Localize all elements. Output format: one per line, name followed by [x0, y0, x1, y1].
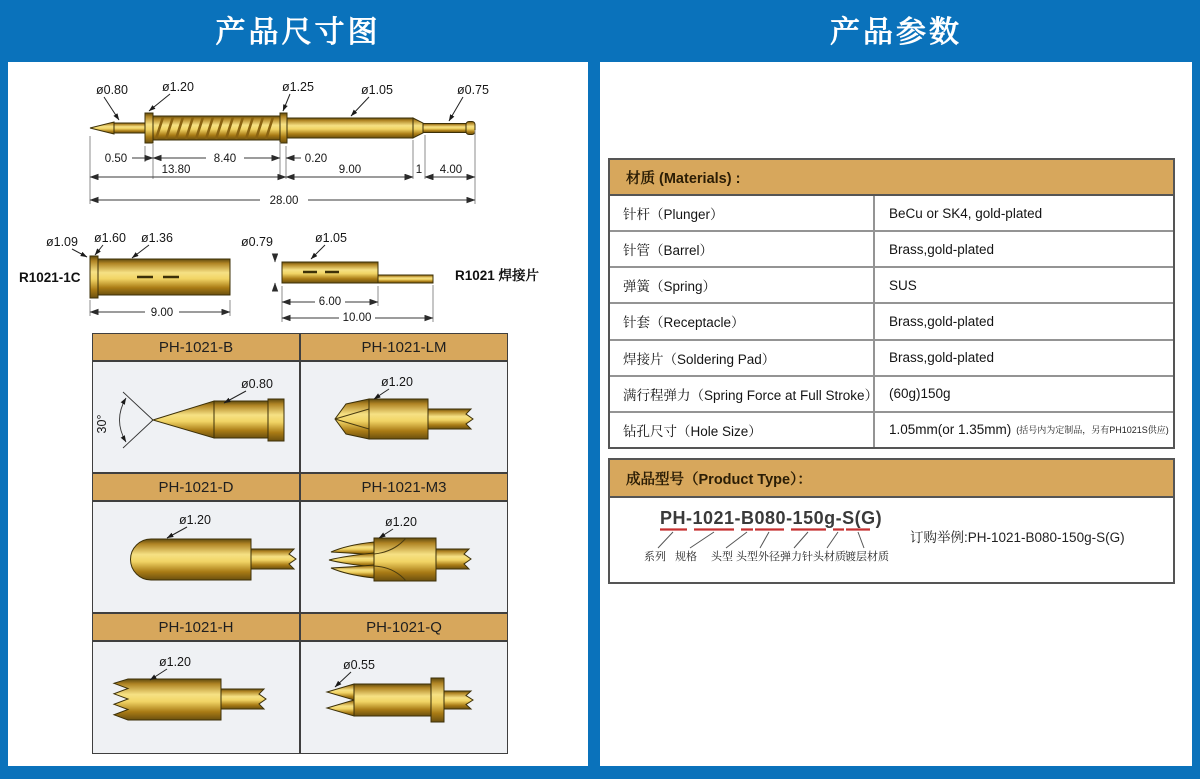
variant-drawing-h	[92, 641, 300, 754]
dia-label: ø1.60	[94, 231, 126, 245]
left-panel-title: 产品尺寸图	[215, 16, 381, 49]
right-panel-title: 产品参数	[830, 16, 962, 49]
segment-label: 针头材质	[802, 551, 846, 563]
row-value: BeCu or SK4, gold-plated	[889, 205, 1043, 221]
table-row	[610, 377, 1173, 413]
dim-label: 1	[415, 164, 423, 176]
dim-label: 28.00	[269, 195, 299, 207]
row-label: 针套（Receptacle）	[610, 304, 875, 338]
variant-drawing-d	[92, 501, 300, 613]
solder-pad-label: R1021 焊接片	[455, 268, 540, 283]
dim-label: 0.20	[304, 153, 328, 165]
receptacle-1c-label: R1021-1C	[19, 270, 81, 285]
table-row	[610, 196, 1173, 232]
segment-label: 规格	[675, 551, 697, 563]
probe-dimension-drawing	[20, 78, 580, 208]
dia-label: ø1.20	[385, 515, 417, 529]
code-connector-lines	[658, 532, 864, 548]
variant-grid	[92, 333, 508, 754]
dim-label: 9.00	[150, 307, 174, 319]
dim-label: 10.00	[342, 312, 372, 324]
dia-label: ø1.20	[162, 80, 194, 94]
dim-label: 13.80	[161, 164, 191, 176]
row-value: SUS	[889, 277, 917, 293]
dia-label: ø1.36	[141, 231, 173, 245]
row-value	[875, 413, 1173, 447]
materials-table-header: 材质 (Materials) :	[610, 160, 1173, 196]
dim-label: 9.00	[338, 164, 362, 176]
variant-header-d: PH-1021-D	[92, 473, 300, 501]
row-label: 满行程弹力（Spring Force at Full Stroke）	[610, 377, 875, 411]
segment-label: 头型	[711, 551, 733, 563]
product-type-header: 成品型号（Product Type）：	[608, 458, 1175, 498]
dim-label: 0.50	[104, 153, 128, 165]
variant-header-lm: PH-1021-LM	[300, 333, 508, 361]
dim-label: 4.00	[439, 164, 463, 176]
variant-header-b: PH-1021-B	[92, 333, 300, 361]
probe-side-view	[90, 113, 475, 143]
dia-label: ø1.20	[381, 375, 413, 389]
dia-label: ø0.55	[343, 658, 375, 672]
ordering-code: PH-1021-B080-150g-S(G)	[660, 508, 883, 528]
table-row	[610, 232, 1173, 268]
variant-header-q: PH-1021-Q	[300, 613, 508, 641]
dia-label: ø0.80	[241, 377, 273, 391]
receptacle-drawings	[15, 228, 590, 328]
row-value: Brass,gold-plated	[889, 313, 995, 329]
row-value: (60g)150g	[889, 386, 951, 402]
dia-label: ø1.20	[179, 513, 211, 527]
row-value: Brass,gold-plated	[889, 241, 995, 257]
ordering-code-diagram	[610, 498, 1173, 580]
segment-label: 系列	[644, 551, 666, 563]
dia-label: ø0.80	[96, 83, 128, 97]
hole-size-value: 1.05mm(or 1.35mm)	[889, 422, 1012, 438]
dia-label: ø1.25	[282, 80, 314, 94]
table-row	[610, 413, 1173, 447]
angle-label: 30°	[95, 414, 109, 434]
table-row	[610, 341, 1173, 377]
receptacle-1c-drawing	[19, 231, 230, 319]
segment-label: 镀层材质	[845, 551, 889, 563]
hole-size-note: (括号内为定制品，另有PH1021S供应)	[1016, 425, 1169, 436]
materials-table	[608, 158, 1175, 449]
dim-label: 8.40	[213, 153, 237, 165]
product-type-body	[608, 498, 1175, 584]
order-example: 订购举例:PH-1021-B080-150g-S(G)	[910, 530, 1125, 545]
row-label: 钻孔尺寸（Hole Size）	[610, 413, 875, 447]
variant-drawing-b	[92, 361, 300, 473]
variant-drawing-q	[300, 641, 508, 754]
segment-label: 弹力	[780, 551, 802, 563]
dia-label: ø0.79	[241, 235, 273, 249]
dia-label: ø1.20	[159, 655, 191, 669]
variant-header-h: PH-1021-H	[92, 613, 300, 641]
solder-pad-drawing	[241, 231, 540, 324]
row-label: 针管（Barrel）	[610, 232, 875, 266]
segment-label: 头型外径	[736, 551, 780, 563]
row-label: 弹簧（Spring）	[610, 268, 875, 302]
variant-header-m3: PH-1021-M3	[300, 473, 508, 501]
table-row	[610, 268, 1173, 304]
dia-label: ø0.75	[457, 83, 489, 97]
row-label: 焊接片（Soldering Pad）	[610, 341, 875, 375]
row-value: Brass,gold-plated	[889, 350, 995, 366]
row-label: 针杆（Plunger）	[610, 196, 875, 230]
variant-drawing-m3	[300, 501, 508, 613]
dim-label: 6.00	[318, 296, 342, 308]
variant-drawing-lm	[300, 361, 508, 473]
table-row	[610, 304, 1173, 340]
dia-label: ø1.05	[315, 231, 347, 245]
dia-label: ø1.05	[361, 83, 393, 97]
dia-label: ø1.09	[46, 235, 78, 249]
